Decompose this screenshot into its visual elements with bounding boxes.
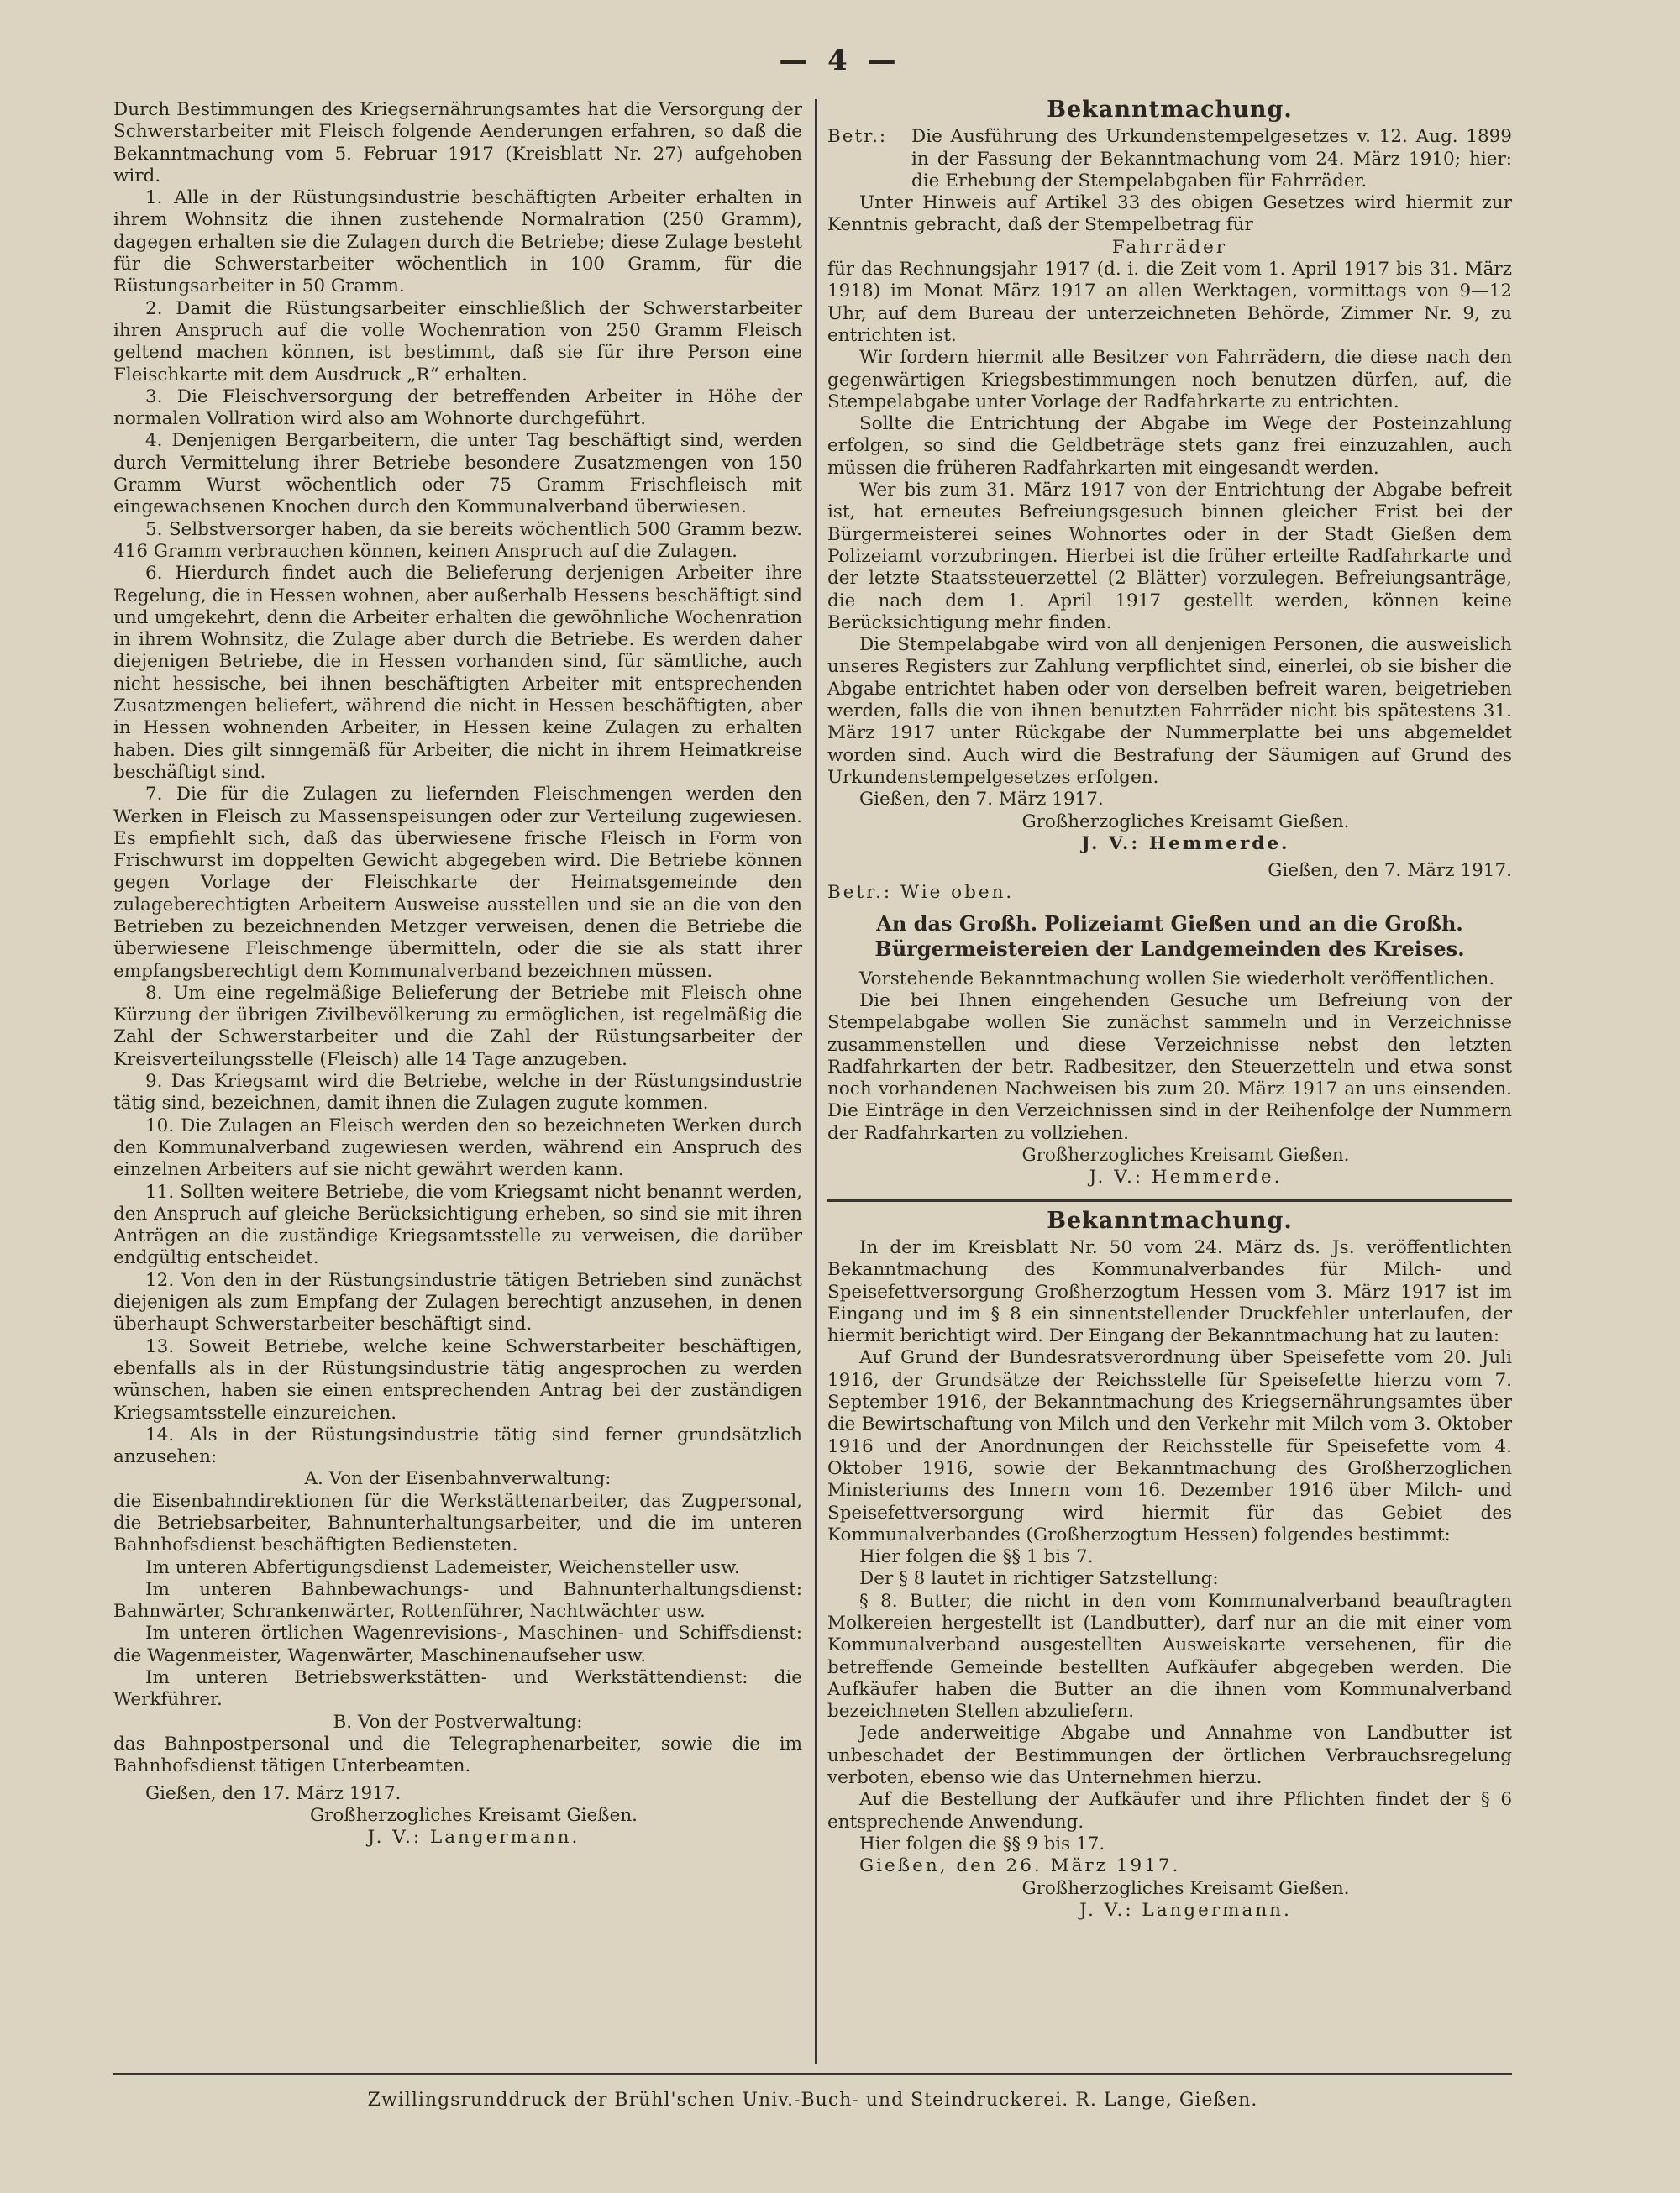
section-a-text-1: die Eisenbahndirektionen für die Werkstättenarbeiter, das Zugpersonal, die Betriebsarbeiter, Bahnunterhaltungsarbeiter, und die im unteren Bahnhofsdienst beschäftigten Bediensteten. xyxy=(113,1490,802,1556)
notice-2-address: An das Großh. Polizeiamt Gießen und an die Großh. Bürgermeistereien der Landgemeinden des Kreises. xyxy=(874,910,1465,961)
notice-2-date: Gießen, den 7. März 1917. xyxy=(1268,860,1512,882)
notice-3-para-1: In der im Kreisblatt Nr. 50 vom 24. März ds. Js. veröffentlichten Bekanntmachung des Kommunalverbandes für Milch- und Speisefettversorgung Großherzogtum Hessen vom 3. März 1917 ist im Eingang und im § 8 ein sinnentstellender Druckfehler unterlaufen, der hiermit berichtigt wird. Der Eingang der Bekanntmachung hat zu lauten: xyxy=(827,1236,1512,1347)
left-item-6: 6. Hierdurch findet auch die Belieferung derjenigen Arbeiter ihre Regelung, die in Hessen wohnen, aber außerhalb Hessens beschäftigt sind und umgekehrt, denn die Arbeiter erhalten die gewöhnliche Wochenration in ihrem Wohnsitz, die Zulage aber durch die Betriebe. Es werden daher diejenigen Betriebe, die in Hessen vorhanden sind, für sämtliche, auch nicht hessische, bei ihnen beschäftigten Arbeiter mit entsprechenden Zusatzmengen beliefert, während die nicht in Hessen beschäftigten, aber in Hessen wohnenden Arbeiter, in Hessen keine Zulagen zu erhalten haben. Dies gilt sinngemäß für Arbeiter, die nicht in ihrem Heimatkreise beschäftigt sind. xyxy=(113,563,802,783)
printer-imprint: Zwillingsrunddruck der Brühl'schen Univ.-Buch- und Steindruckerei. R. Lange, Gießen. xyxy=(367,2090,1258,2111)
left-item-13: 13. Soweit Betriebe, welche keine Schwerstarbeiter beschäftigen, ebenfalls als in der Rüstungsindustrie tätig angesprochen zu werden wünschen, haben sie einen entsprechenden Antrag bei der zuständigen Kriegsamtsstelle einzureichen. xyxy=(113,1335,802,1424)
section-a-heading: A. Von der Eisenbahnverwaltung: xyxy=(304,1468,612,1490)
notice-1-heading: Bekanntmachung. xyxy=(1047,97,1293,123)
left-item-12: 12. Von den in der Rüstungsindustrie tätigen Betrieben sind zunächst diejenigen als zum Empfang der Zulagen berechtigt anzusehen, in denen überhaupt Schwerstarbeiter beschäftigt sind. xyxy=(113,1269,802,1335)
left-column xyxy=(113,99,802,1849)
notice-3-date: Gießen, den 26. März 1917. xyxy=(859,1855,1181,1877)
notice-1-fahrraeder: Fahrräder xyxy=(1111,236,1228,258)
notice-3-para-2: Auf Grund der Bundesratsverordnung über Speisefette vom 20. Juli 1916, der Grundsätze der Reichsstelle für Speisefette hierzu vom 7. September 1916, der Bekanntmachung des Kriegsernährungsamtes über die Bewirtschaftung von Milch und den Verkehr mit Milch vom 3. Oktober 1916 und der Anordnungen der Reichsstelle für Speisefette vom 4. Oktober 1916, sowie der Bekanntmachung des Großherzoglichen Ministeriums des Innern vom 16. Dezember 1916 über Milch- und Speisefettversorgung wird hiermit für das Gebiet des Kommunalverbandes (Großherzogtum Hessen) folgendes bestimmt: xyxy=(827,1347,1512,1545)
left-item-5: 5. Selbstversorger haben, da sie bereits wöchentlich 500 Gramm bezw. 416 Gramm verbrauchen können, keinen Anspruch auf die Zulagen. xyxy=(113,518,802,562)
section-a-text-2: Im unteren Abfertigungsdienst Lademeister, Weichensteller usw. xyxy=(145,1556,740,1578)
left-item-14: 14. Als in der Rüstungsindustrie tätig sind ferner grundsätzlich anzusehen: xyxy=(113,1424,802,1468)
left-signer: J. V.: Langermann. xyxy=(367,1827,580,1849)
notice-1-para-2: Wir fordern hiermit alle Besitzer von Fahrrädern, die diese nach den gegenwärtigen Kriegsbestimmungen noch benutzen dürfen, auf, die Stempelabgabe unter Vorlage der Radfahrkarte zu entrichten. xyxy=(827,347,1512,412)
notice-2-para-2: Die bei Ihnen eingehenden Gesuche um Befreiung von der Stempelabgabe wollen Sie zunächst sammeln und in Verzeichnisse zusammenstellen und diese Verzeichnisse nebst den letzten Radfahrkarten der betr. Radbesitzer, den Steuerzetteln und etwa sonst noch vorhandenen Nachweisen bis zum 20. März 1917 an uns einsenden. Die Einträge in den Verzeichnissen sind in der Reihenfolge der Nummern der Radfahrkarten zu vollziehen. xyxy=(827,989,1512,1144)
notice-3-para-6: Jede anderweitige Abgabe und Annahme von Landbutter ist unbeschadet der Bestimmungen der örtlichen Verbrauchsregelung verboten, ebenso wie das Unternehmen hierzu. xyxy=(827,1723,1512,1789)
left-item-1: 1. Alle in der Rüstungsindustrie beschäftigten Arbeiter erhalten in ihrem Wohnsitz die ihnen zustehende Normalration (250 Gramm), dagegen erhalten sie die Zulagen durch die Betriebe; diese Zulage besteht für die Schwerstarbeiter wöchentlich in 100 Gramm, für die Rüstungsarbeiter in 50 Gramm. xyxy=(113,187,802,297)
footer-rule xyxy=(113,2073,1512,2075)
notice-1-para-3: Sollte die Entrichtung der Abgabe im Wege der Posteinzahlung erfolgen, so sind die Geldbeträge stets ganz frei einzuzahlen, auch müssen die früheren Radfahrkarten mit eingesandt werden. xyxy=(827,413,1512,479)
left-item-8: 8. Um eine regelmäßige Belieferung der Betriebe mit Fleisch ohne Kürzung der übrigen Zivilbevölkerung zu ermöglichen, ist regelmäßig die Zahl der Schwerstarbeiter und die Zahl der Rüstungsarbeiter der Kreisverteilungsstelle (Fleisch) alle 14 Tage anzugeben. xyxy=(113,982,802,1070)
left-intro: Durch Bestimmungen des Kriegsernährungsamtes hat die Versorgung der Schwerstarbeiter mit Fleisch folgende Aenderungen erfahren, so daß die Bekanntmachung vom 5. Februar 1917 (Kreisblatt Nr. 27) aufgehoben wird. xyxy=(113,99,802,186)
notice-1-para-1a: Unter Hinweis auf Artikel 33 des obigen Gesetzes wird hiermit zur Kenntnis gebracht, daß der Stempelbetrag für xyxy=(827,192,1512,236)
left-item-4: 4. Denjenigen Bergarbeitern, die unter Tag beschäftigt sind, werden durch Vermittelung ihrer Betriebe besondere Zusatzmengen von 150 Gramm Wurst wöchentlich oder 75 Gramm Frischfleisch mit eingewachsenen Knochen durch den Kommunalverband überwiesen. xyxy=(113,430,802,518)
notice-2-office: Großherzogliches Kreisamt Gießen. xyxy=(1021,1145,1350,1167)
notice-1-office: Großherzogliches Kreisamt Gießen. xyxy=(1021,811,1350,832)
notice-3-para-4: Der § 8 lautet in richtiger Satzstellung: xyxy=(859,1568,1219,1590)
notice-3-office: Großherzogliches Kreisamt Gießen. xyxy=(1021,1877,1350,1899)
notice-1-para-4: Wer bis zum 31. März 1917 von der Entrichtung der Abgabe befreit ist, hat erneutes Befreiungsgesuch binnen gleicher Frist bei der Bürgermeisterei seines Wohnortes oder in der Stadt Gießen dem Polizeiamt vorzubringen. Hierbei ist die früher erteilte Radfahrkarte und der letzte Staatssteuerzettel (2 Blätter) vorzulegen. Befreiungsanträge, die nach dem 1. April 1917 gestellt werden, können keine Berücksichtigung mehr finden. xyxy=(827,480,1512,633)
column-divider xyxy=(815,99,817,2064)
notice-1-subject xyxy=(827,126,1512,192)
section-a-text-4: Im unteren örtlichen Wagenrevisions-, Maschinen- und Schiffsdienst: die Wagenmeister, Wagenwärter, Maschinenaufseher usw. xyxy=(113,1623,802,1666)
page-number: — 4 — xyxy=(779,44,901,77)
left-item-11: 11. Sollten weitere Betriebe, die vom Kriegsamt nicht benannt werden, den Anspruch auf gleiche Berücksichtigung erheben, so sind sie mit ihren Anträgen an die zuständige Kriegsamtsstelle zu verweisen, die darüber endgültig entscheidet. xyxy=(113,1181,802,1269)
notice-3-signer: J. V.: Langermann. xyxy=(1079,1899,1292,1921)
section-b-heading: B. Von der Postverwaltung: xyxy=(333,1711,583,1733)
notice-1-para-1b: für das Rechnungsjahr 1917 (d. i. die Zeit vom 1. April 1917 bis 31. März 1918) im Monat März 1917 an allen Werktagen, vormittags von 9—12 Uhr, auf dem Bureau der unterzeichneten Behörde, Zimmer Nr. 9, zu entrichten ist. xyxy=(827,259,1512,346)
notice-3-para-5: § 8. Butter, die nicht in den vom Kommunalverband beauftragten Molkereien hergestellt ist (Landbutter), darf nur an die mit einer vom Kommunalverband ausgestellten Ausweiskarte versehenen, für die betreffende Gemeinde bestellten Aufkäufer abgegeben werden. Die Aufkäufer haben die Butter an die ihnen vom Kommunalverband bezeichneten Stellen abzuliefern. xyxy=(827,1590,1512,1723)
right-column xyxy=(827,99,1512,1922)
notice-2-signer: J. V.: Hemmerde. xyxy=(1089,1167,1283,1188)
notice-1-para-5: Die Stempelabgabe wird von all denjenigen Personen, die ausweislich unseres Registers zur Zahlung verpflichtet sind, einerlei, ob sie bisher die Abgabe entrichtet haben oder von derselben befreit waren, beigetrieben werden, falls die von ihnen benutzten Fahrräder nicht bis spätestens 31. März 1917 unter Rückgabe der Nummerplatte bei uns abgemeldet worden sind. Auch wird die Bestrafung der Säumigen auf Grund des Urkundenstempelgesetzes erfolgen. xyxy=(827,634,1512,788)
notice-1-subject-text: Die Ausführung des Urkundenstempelgesetzes v. 12. Aug. 1899 in der Fassung der Bekanntmachung vom 24. März 1910; hier: die Erhebung der Stempelabgaben für Fahrräder. xyxy=(911,126,1512,191)
notice-3-heading: Bekanntmachung. xyxy=(1047,1207,1293,1234)
left-item-9: 9. Das Kriegsamt wird die Betriebe, welche in der Rüstungsindustrie tätig sind, bezeichnen, damit ihnen die Zulagen zugute kommen. xyxy=(113,1071,802,1115)
notice-3-para-8: Hier folgen die §§ 9 bis 17. xyxy=(859,1833,1105,1855)
notice-2-para-1: Vorstehende Bekanntmachung wollen Sie wiederholt veröffentlichen. xyxy=(859,968,1495,989)
notice-1-signer: J. V.: Hemmerde. xyxy=(1081,832,1290,854)
notice-3-para-7: Auf die Bestellung der Aufkäufer und ihre Pflichten findet der § 6 entsprechende Anwendung. xyxy=(827,1789,1512,1833)
notice-3-para-3: Hier folgen die §§ 1 bis 7. xyxy=(859,1546,1094,1568)
section-a-text-5: Im unteren Betriebswerkstätten- und Werkstättendienst: die Werkführer. xyxy=(113,1667,802,1711)
notice-2-subject: Betr.: Wie oben. xyxy=(827,882,1015,904)
left-date: Gießen, den 17. März 1917. xyxy=(145,1782,402,1804)
section-a-text-3: Im unteren Bahnbewachungs- und Bahnunterhaltungsdienst: Bahnwärter, Schrankenwärter, Rottenführer, Nachtwächter usw. xyxy=(113,1578,802,1623)
left-item-7: 7. Die für die Zulagen zu liefernden Fleischmengen werden den Werken in Fleisch zu Massenspeisungen oder zur Verteilung zugewiesen. Es empfiehlt sich, daß das überwiesene frische Fleisch in Form von Frischwurst im doppelten Gewicht abgegeben wird. Die Betriebe können gegen Vorlage der Fleischkarte der Heimatsgemeinde den zulageberechtigten Arbeitern Ausweise ausstellen und sie an die von den Betrieben zu bezeichnenden Metzger verweisen, denen die Betriebe die überwiesene Fleischmenge übermitteln, oder die sie als statt ihrer empfangsberechtigt dem Kommunalverband bezeichnen müssen. xyxy=(113,784,802,982)
left-item-2: 2. Damit die Rüstungsarbeiter einschließlich der Schwerstarbeiter ihren Anspruch auf die volle Wochenration von 250 Gramm Fleisch geltend machen können, ist bestimmt, daß sie für ihre Person eine Fleischkarte mit dem Ausdruck „R“ erhalten. xyxy=(113,297,802,386)
notice-1-subject-label: Betr.: xyxy=(827,126,888,148)
left-item-10: 10. Die Zulagen an Fleisch werden den so bezeichneten Werken durch den Kommunalverband zugewiesen werden, während ein Anspruch des einzelnen Arbeiters auf sie nicht gewährt werden kann. xyxy=(113,1115,802,1181)
section-b-text: das Bahnpostpersonal und die Telegraphenarbeiter, sowie die im Bahnhofsdienst tätigen Unterbeamten. xyxy=(113,1733,802,1777)
notice-separator xyxy=(827,1199,1512,1202)
left-office: Großherzogliches Kreisamt Gießen. xyxy=(309,1804,638,1826)
left-item-3: 3. Die Fleischversorgung der betreffenden Arbeiter in Höhe der normalen Vollration wird also am Wohnorte durchgeführt. xyxy=(113,386,802,430)
notice-1-date: Gießen, den 7. März 1917. xyxy=(859,789,1104,811)
